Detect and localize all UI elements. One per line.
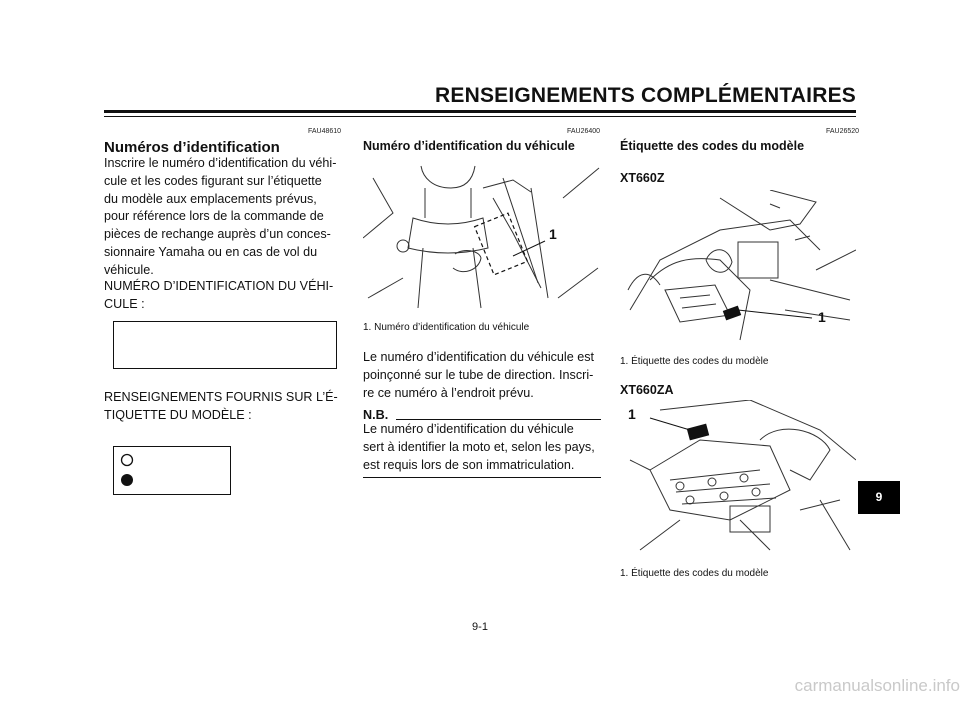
model-name: XT660Z [620, 171, 665, 185]
vin-entry-box [113, 321, 337, 369]
section-code: FAU26400 [567, 128, 601, 135]
steering-head-illustration [363, 158, 601, 310]
section-title: Numéros d’identification [104, 139, 280, 156]
chapter-tab: 9 [858, 481, 900, 514]
watermark: carmanualsonline.info [794, 676, 960, 695]
header-rule-thin [104, 116, 856, 117]
callout-number: 1 [549, 226, 557, 242]
model-code-box [113, 446, 231, 495]
note-rule-bottom [363, 477, 601, 478]
model-label-illustration-a [620, 190, 856, 342]
body-paragraph: Le numéro d’identification du véhicule est poinçonné sur le tube de direction. Inscri- re ce numéro à l’endroit prévu. [363, 350, 595, 400]
callout-number: 1 [628, 406, 636, 422]
model-label-illustration-b [620, 400, 856, 556]
intro-paragraph: Inscrire le numéro d’identification du véhi- cule et les codes figurant sur l’étiquette du modèle aux emplacements prévus, pour référence lors de la commande de pièces de rechange auprès d’un conces- sionnaire Yamaha ou en cas de vol du véhicule. [104, 156, 337, 277]
model-label: RENSEIGNEMENTS FOURNIS SUR L’É- TIQUETTE DU MODÈLE : [104, 390, 338, 422]
callout-number: 1 [818, 309, 826, 325]
vin-label: NUMÉRO D’IDENTIFICATION DU VÉHI- CULE : [104, 279, 334, 311]
section-title: Étiquette des codes du modèle [620, 139, 805, 153]
header-rule [104, 110, 856, 113]
figure-caption: 1. Étiquette des codes du modèle [620, 568, 769, 579]
section-code: FAU48610 [308, 128, 342, 135]
note-paragraph: Le numéro d’identification du véhicule sert à identifier la moto et, selon les pays, est requis lors de son immatriculation. [363, 422, 595, 472]
note-title: N.B. [363, 408, 389, 422]
page-header-title: RENSEIGNEMENTS COMPLÉMENTAIRES [435, 84, 856, 107]
section-code: FAU26520 [826, 128, 860, 135]
model-name: XT660ZA [620, 383, 674, 397]
filled-circle-icon [121, 474, 133, 486]
section-title: Numéro d’identification du véhicule [363, 139, 575, 153]
page-number: 9-1 [472, 621, 488, 633]
figure-caption: 1. Étiquette des codes du modèle [620, 356, 769, 367]
note-rule-top [396, 419, 601, 420]
figure-caption: 1. Numéro d’identification du véhicule [363, 322, 530, 333]
open-circle-icon [122, 455, 133, 466]
